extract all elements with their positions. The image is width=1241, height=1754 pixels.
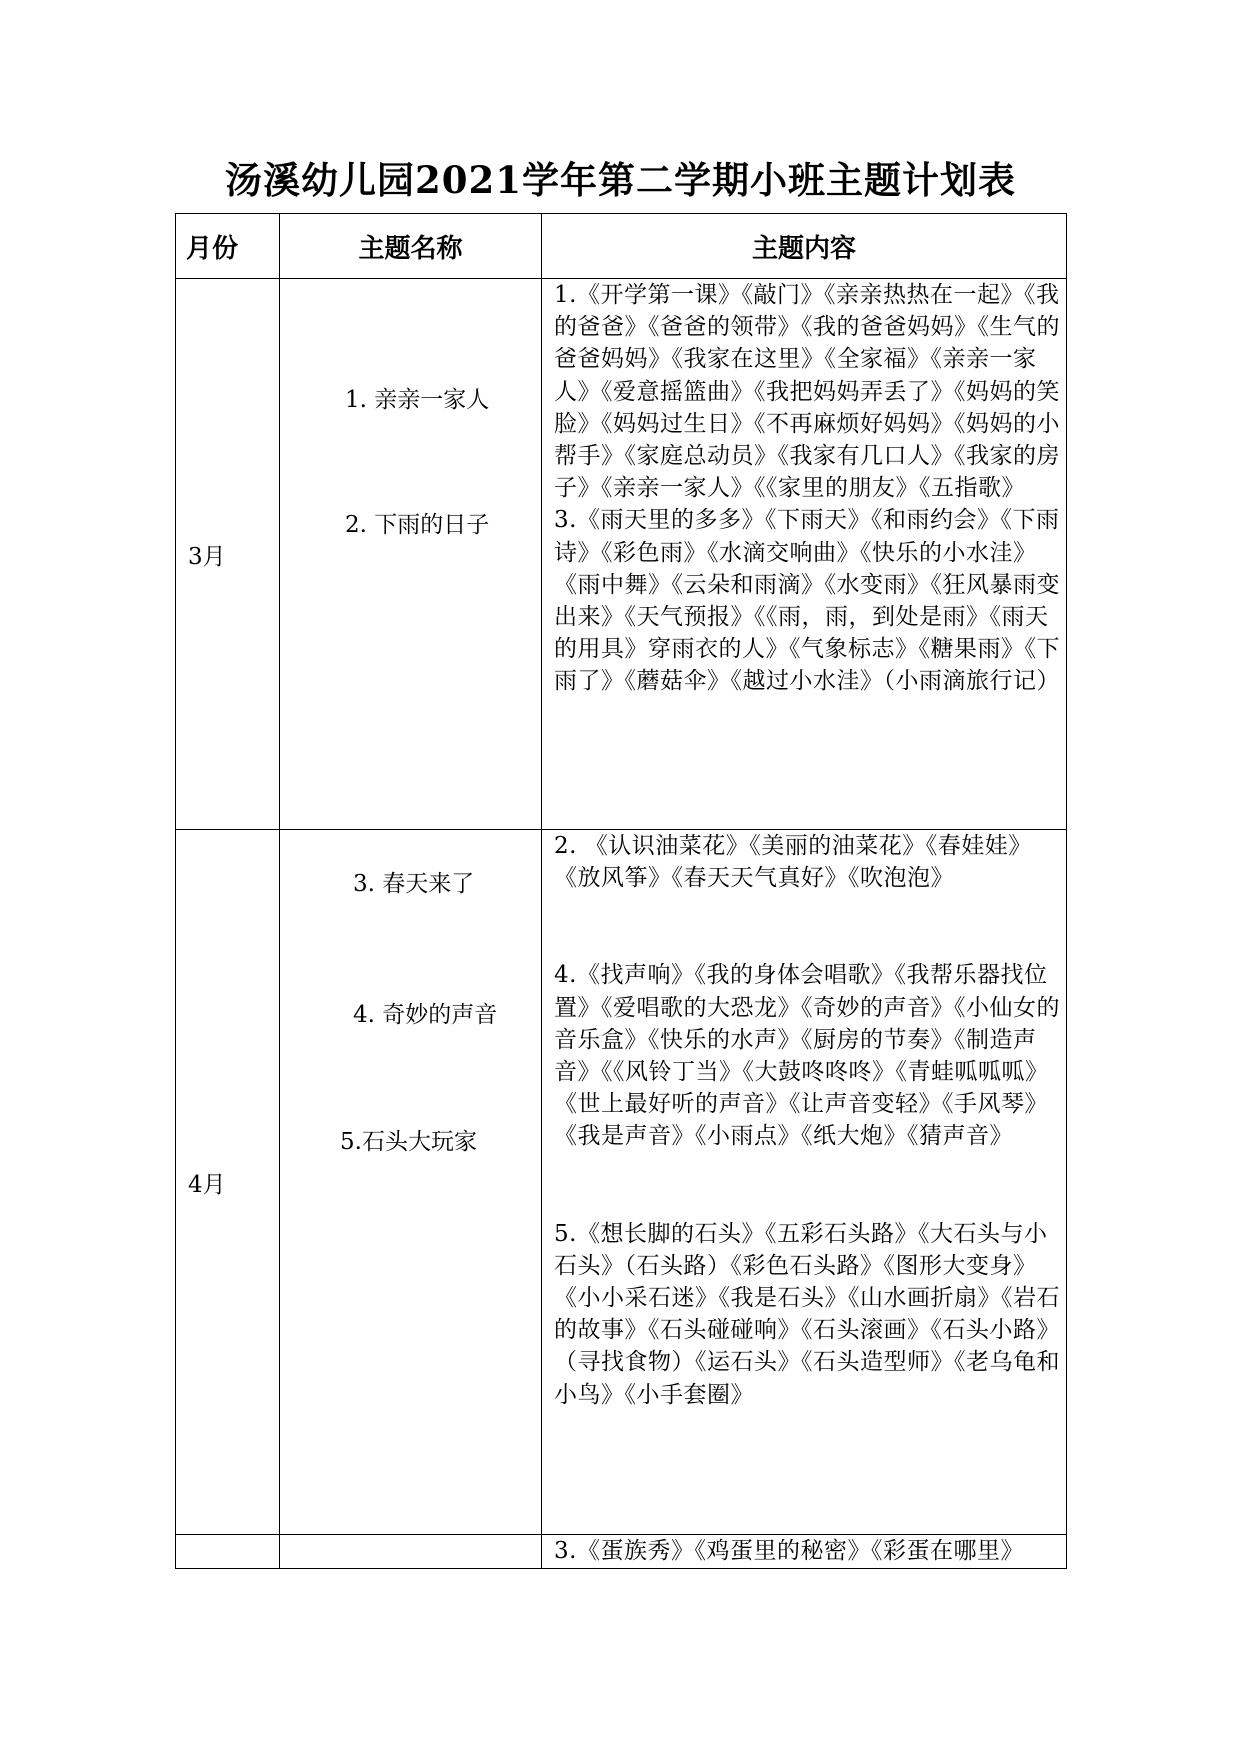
header-month: 月份: [176, 214, 280, 279]
theme-name: 5.石头大玩家: [340, 1129, 477, 1155]
month-cell: 4月: [176, 830, 280, 1535]
content-paragraph: 4.《找声响》《我的身体会唱歌》《我帮乐器找位置》《爱唱歌的大恐龙》《奇妙的声音》《小仙女的音乐盒》《快乐的水声》《厨房的节奏》《制造声音》《《风铃丁当》《大鼓咚咚咚》《青蛙呱呱呱》《世上最好听的声音》《让声音变轻》《手风琴》《我是声音》《小雨点》《纸大炮》《猜声音》: [554, 962, 1060, 1150]
table-row-april: [176, 830, 1067, 1535]
theme-content-cell: [542, 279, 1067, 830]
document-title: 汤溪幼儿园2021学年第二学期小班主题计划表: [225, 158, 1016, 202]
content-paragraph: 3.《蛋族秀》《鸡蛋里的秘密》《彩蛋在哪里》: [554, 1538, 1024, 1564]
table-header-row: [176, 214, 1067, 279]
table-row-march: [176, 279, 1067, 830]
theme-content-cell: [542, 1535, 1067, 1569]
theme-name: 4. 奇妙的声音: [353, 1002, 498, 1028]
content-paragraph: 5.《想长脚的石头》《五彩石头路》《大石头与小石头》（石头路）《彩色石头路》《图形大变身》《小小采石迷》《我是石头》《山水画折扇》《岩石的故事》《石头碰碰响》《石头滚画》《石头小路》（寻找食物）《运石头》《石头造型师》《老乌龟和小鸟》《小手套圈》: [554, 1220, 1060, 1408]
content-paragraph: 3.《雨天里的多多》《下雨天》《和雨约会》《下雨诗》《彩色雨》《水滴交响曲》《快乐的小水洼》《雨中舞》《云朵和雨滴》《水变雨》《狂风暴雨变出来》《天气预报》《《雨，雨，到处是雨》《雨天的用具》穿雨衣的人》《气象标志》《糖果雨》《下雨了》《蘑菇伞》《越过小水洼》（小雨滴旅行记）: [554, 507, 1060, 695]
theme-names-cell: [280, 1535, 542, 1569]
theme-name: 2. 下雨的日子: [345, 512, 490, 538]
table-row-continued: [176, 1535, 1067, 1569]
theme-names-cell: [280, 830, 542, 1535]
content-paragraph: 1.《开学第一课》《敲门》《亲亲热热在一起》《我的爸爸》《爸爸的领带》《我的爸爸妈妈》《生气的爸爸妈妈》《我家在这里》《全家福》《亲亲一家人》《爱意摇篮曲》《我把妈妈弄丢了》《妈妈的笑脸》《妈妈过生日》《不再麻烦好妈妈》《妈妈的小帮手》《家庭总动员》《我家有几口人》《我家的房子》《亲亲一家人》《《家里的朋友》《五指歌》: [554, 282, 1060, 502]
content-paragraph: 2. 《认识油菜花》《美丽的油菜花》《春娃娃》《放风筝》《春天天气真好》《吹泡泡》: [554, 833, 1032, 892]
theme-name: 1. 亲亲一家人: [345, 387, 490, 413]
theme-plan-table: [175, 213, 1067, 1569]
theme-content-cell: [542, 830, 1067, 1535]
header-theme-name: 主题名称: [280, 214, 542, 279]
theme-name: 3. 春天来了: [353, 871, 475, 897]
month-cell: [176, 1535, 280, 1569]
month-cell: 3月: [176, 279, 280, 830]
header-theme-content: 主题内容: [542, 214, 1067, 279]
theme-names-cell: [280, 279, 542, 830]
